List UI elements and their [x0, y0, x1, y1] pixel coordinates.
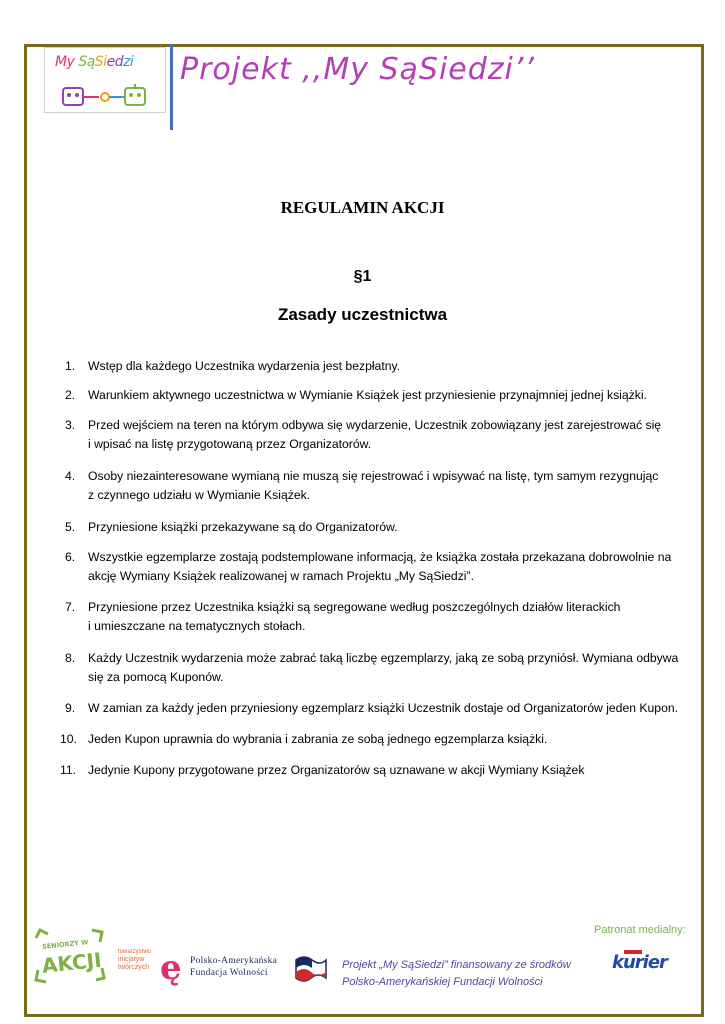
- section-title: Zasady uczestnictwa: [277, 305, 448, 324]
- project-title: Projekt ,,My SąSiedzi’’: [180, 52, 535, 87]
- inicjatyw-tworczych-logo: [118, 943, 186, 987]
- svg-text:inicjatyw: inicjatyw: [118, 956, 145, 963]
- header-divider: [170, 44, 173, 130]
- flag-logo-icon: [294, 952, 328, 982]
- svg-text:towarzystwo: towarzystwo: [118, 949, 152, 955]
- svg-text:SENIORZY W: SENIORZY W: [41, 938, 89, 951]
- section-number: §1: [353, 268, 372, 285]
- svg-text:AKCJI: AKCJI: [40, 947, 103, 978]
- logo-text: My SąSiedzi: [55, 54, 134, 70]
- my-sasiedzi-logo: [44, 47, 166, 113]
- funding-note: Projekt „My SąSiedzi” finansowany ze środków Polsko-Amerykańskiej Fundacji Wolności: [342, 959, 571, 988]
- pafw-logo: Polsko-Amerykańska Fundacja Wolności: [190, 956, 278, 978]
- svg-text:twórczych: twórczych: [118, 964, 150, 971]
- document-title: REGULAMIN AKCJI: [280, 198, 445, 217]
- svg-text:ę: ę: [160, 948, 182, 987]
- seniorzy-w-akcji-logo: [30, 924, 110, 986]
- patronat-label: Patronat medialny:: [594, 924, 686, 936]
- logo-robots-icon: [59, 82, 151, 108]
- kurier-logo-text: kurier: [612, 952, 667, 973]
